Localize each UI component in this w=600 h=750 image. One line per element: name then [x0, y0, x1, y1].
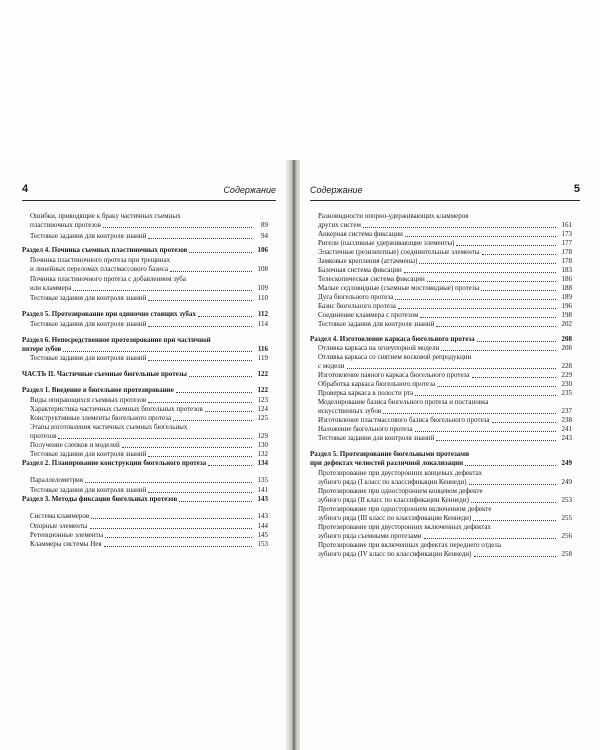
toc-entry [30, 396, 268, 405]
toc-dot-leader [436, 440, 556, 441]
toc-entry [318, 239, 572, 248]
right-header-rule [310, 200, 580, 201]
toc-entry-title: при дефектах челюстей различной локализации [310, 459, 464, 467]
toc-entry [30, 476, 268, 485]
toc-entry-page: 161 [561, 221, 572, 229]
toc-entry-title: зубного ряда (IV класс по классификации Кеннеди) [318, 550, 472, 558]
toc-entry [318, 541, 572, 550]
toc-entry-title: или кламмера [30, 284, 72, 292]
right-page [300, 160, 600, 750]
toc-dot-leader [103, 227, 252, 228]
toc-dot-leader [148, 300, 252, 301]
toc-entry-title: Моделирование базиса бюгельного протеза и постановка [318, 398, 489, 406]
toc-entry [30, 232, 268, 241]
toc-entry-title: Обработка каркаса бюгельного протеза [318, 380, 436, 388]
toc-entry-page: 243 [561, 434, 572, 442]
left-header-title: Содержание [223, 185, 276, 195]
toc-entry-page: 114 [257, 320, 268, 328]
toc-entry-page: 94 [261, 232, 268, 240]
toc-entry [30, 423, 268, 432]
toc-dot-leader [472, 377, 556, 378]
toc-entry [30, 320, 268, 329]
toc-entry [22, 345, 268, 354]
toc-entry-title: Малые седловидные (съемные мостовидные) протезы [318, 284, 480, 292]
toc-entry-page: 208 [561, 335, 572, 343]
toc-entry [30, 256, 268, 265]
toc-dot-leader [205, 411, 252, 412]
toc-entry [318, 302, 572, 311]
toc-entry-title: Замковые крепления (аттачмены) [318, 257, 418, 265]
toc-entry-title: Раздел 4. Изготовление каркаса бюгельного протеза [310, 335, 475, 343]
toc-dot-leader [170, 271, 252, 272]
toc-entry-page: 129 [257, 432, 268, 440]
toc-entry-title: Тестовые задания для контроля знаний [30, 320, 147, 328]
toc-entry [318, 311, 572, 320]
toc-entry [318, 230, 572, 239]
toc-entry-title: Система кламмеров [30, 512, 90, 520]
toc-entry-page: 89 [261, 221, 268, 229]
toc-dot-leader [105, 537, 252, 538]
toc-entry [318, 257, 572, 266]
toc-entry [318, 416, 572, 425]
toc-entry [318, 362, 572, 371]
toc-entry-title: Телескопическая система фиксации [318, 275, 425, 283]
toc-entry-title: Раздел 4. Починка съемных пластиночных протезов [22, 246, 188, 254]
toc-entry [310, 450, 572, 459]
toc-entry-title: Раздел 3. Методы фиксации бюгельных протезов [22, 495, 178, 503]
toc-dot-leader [63, 351, 252, 352]
toc-entry-title: Тестовые задания для контроля знаний [30, 294, 147, 302]
toc-dot-leader [474, 556, 556, 557]
toc-entry-page: 230 [561, 380, 572, 388]
toc-entry-title: Виды опирающихся съемных протезов [30, 396, 147, 404]
toc-dot-leader [85, 482, 252, 483]
toc-entry [318, 532, 572, 541]
toc-entry-page: 196 [561, 302, 572, 310]
toc-entry [318, 505, 572, 514]
toc-entry [318, 514, 572, 523]
toc-dot-leader [415, 395, 556, 396]
toc-entry [318, 496, 572, 505]
left-running-head [22, 185, 276, 199]
toc-dot-leader [477, 341, 556, 342]
toc-entry [30, 265, 268, 274]
toc-entry-page: 143 [257, 495, 268, 503]
toc-entry-page: 173 [561, 230, 572, 238]
toc-entry-title: Эластичные (резилентные) соединительные элементы [318, 248, 480, 256]
toc-entry-title: Конструктивные элементы бюгельного протеза [30, 414, 172, 422]
right-running-head [310, 185, 580, 199]
toc-dot-leader [189, 376, 252, 377]
toc-entry [30, 275, 268, 284]
toc-entry-page: 235 [561, 389, 572, 397]
toc-dot-leader [347, 368, 557, 369]
toc-entry [22, 310, 268, 319]
toc-entry-page: 119 [257, 354, 268, 362]
toc-dot-leader [189, 252, 252, 253]
toc-entry-title: Получение слепков и моделей [30, 441, 120, 449]
toc-entry-title: Отливка каркаса со снятием восковой репродукции [318, 353, 472, 361]
toc-entry [22, 459, 268, 468]
toc-entry [30, 354, 268, 363]
toc-dot-leader [363, 227, 556, 228]
toc-entry-title: Раздел 6. Непосредственное протезирование при частичной [22, 336, 211, 344]
toc-entry-title: Кламмеры системы Нея [30, 540, 102, 548]
toc-dot-leader [173, 420, 252, 421]
toc-dot-leader [148, 492, 252, 493]
toc-entry-title: зубного ряда (III класс по классификации Кеннеди) [318, 514, 472, 522]
toc-entry-page: 177 [561, 239, 572, 247]
toc-entry-title: Отливка каркаса на огнеупорной модели [318, 344, 440, 352]
toc-dot-leader [481, 290, 556, 291]
toc-entry-page: 110 [257, 294, 268, 302]
right-header-title: Содержание [310, 185, 363, 195]
toc-entry-page: 258 [561, 550, 572, 558]
toc-entry-title: Тестовые задания для контроля знаний [30, 486, 147, 494]
toc-entry [318, 320, 572, 329]
toc-entry-page: 122 [257, 386, 268, 394]
toc-entry-page: 141 [257, 486, 268, 494]
toc-entry-page: 108 [257, 265, 268, 273]
toc-entry-page: 135 [257, 476, 268, 484]
toc-entry-page: 143 [257, 512, 268, 520]
toc-dot-leader [436, 326, 556, 327]
toc-entry-title: Протезирование при двусторонних концевых дефектах [318, 469, 483, 477]
toc-entry-page: 153 [257, 540, 268, 548]
toc-entry-title: Тестовые задания для контроля знаний [30, 354, 147, 362]
toc-entry-title: Протезирование при включенных дефектах переднего отдела [318, 541, 501, 549]
toc-dot-leader [148, 402, 252, 403]
toc-entry-page: 130 [257, 441, 268, 449]
toc-entry [318, 434, 572, 443]
toc-entry [318, 371, 572, 380]
toc-entry-page: 253 [561, 496, 572, 504]
toc-dot-leader [419, 263, 556, 264]
toc-dot-leader [148, 238, 252, 239]
left-page-number: 4 [22, 183, 29, 195]
toc-entry-page: 237 [561, 407, 572, 415]
toc-entry-title: Изготовление паяного каркаса бюгельного протеза [318, 371, 470, 379]
toc-entry-page: 189 [561, 293, 572, 301]
toc-dot-leader [395, 299, 556, 300]
toc-entry [318, 266, 572, 275]
toc-entry-page: 229 [561, 371, 572, 379]
toc-entry [318, 293, 572, 302]
toc-entry-page: 123 [257, 396, 268, 404]
toc-entry-title: Ретенционные элементы [30, 531, 104, 539]
toc-entry [318, 248, 572, 257]
toc-entry [318, 523, 572, 532]
left-header-rule [22, 200, 276, 201]
toc-entry-title: Изготовление пластмассового базиса бюгельного протеза [318, 416, 490, 424]
toc-entry-page: 208 [561, 344, 572, 352]
toc-dot-leader [415, 431, 556, 432]
toc-entry-title: Соединение кламмера с протезом [318, 311, 419, 319]
toc-entry-title: других систем [318, 221, 361, 229]
toc-entry-title: потере зубов [22, 345, 62, 353]
toc-entry [318, 389, 572, 398]
toc-entry [30, 432, 268, 441]
toc-entry [318, 212, 572, 221]
toc-entry-title: Тестовые задания для контроля знаний [318, 320, 435, 328]
toc-entry [310, 335, 572, 344]
toc-dot-leader [176, 392, 252, 393]
toc-entry [22, 370, 268, 379]
toc-dot-leader [465, 465, 556, 466]
toc-entry [30, 284, 268, 293]
toc-dot-leader [198, 316, 252, 317]
toc-entry [318, 425, 572, 434]
toc-entry-page: 109 [257, 284, 268, 292]
toc-entry-title: Дуга бюгельного протеза [318, 293, 394, 301]
toc-entry-title: Тестовые задания для контроля знаний [318, 434, 435, 442]
toc-dot-leader [148, 326, 252, 327]
toc-entry-page: 145 [257, 531, 268, 539]
toc-dot-leader [208, 465, 252, 466]
toc-entry-title: Починка пластиночного протеза с добавлением зуба [30, 275, 186, 283]
toc-entry-title: Раздел 5. Протезирование бюгельными протезами [310, 450, 470, 458]
toc-entry [30, 486, 268, 495]
toc-entry-page: 249 [561, 459, 572, 467]
toc-entry [318, 398, 572, 407]
toc-entry-page: 134 [257, 459, 268, 467]
toc-entry [30, 414, 268, 423]
toc-entry [318, 275, 572, 284]
toc-entry [30, 294, 268, 303]
toc-entry-page: 183 [561, 266, 572, 274]
toc-entry [22, 246, 268, 255]
toc-entry-title: Тестовые задания для контроля знаний [30, 232, 147, 240]
toc-entry [22, 386, 268, 395]
toc-entry-page: 178 [561, 257, 572, 265]
toc-entry-page: 132 [257, 450, 268, 458]
toc-entry-page: 198 [561, 311, 572, 319]
toc-entry-title: искусственных зубов [318, 407, 382, 415]
toc-entry-title: Протезирование при двусторонних включенных дефектах [318, 523, 492, 531]
toc-entry-title: пластиночных протезов [30, 221, 101, 229]
toc-entry [318, 478, 572, 487]
toc-entry-title: Раздел 2. Планирование конструкции бюгельного протеза [22, 459, 207, 467]
toc-entry-page: 249 [561, 478, 572, 486]
toc-dot-leader [122, 447, 252, 448]
toc-entry-title: Анкерная система фиксации [318, 230, 403, 238]
toc-dot-leader [405, 236, 556, 237]
toc-entry-page: 202 [561, 320, 572, 328]
toc-entry [22, 495, 268, 504]
toc-dot-leader [148, 360, 252, 361]
toc-entry-title: Раздел 1. Введение в бюгельное протезирование [22, 386, 174, 394]
toc-entry-title: Протезирование при одностороннем включенном дефекте [318, 505, 492, 513]
toc-dot-leader [437, 386, 556, 387]
toc-entry [30, 531, 268, 540]
toc-entry [30, 405, 268, 414]
toc-entry-title: Раздел 5. Протезирование при одиночно стоящих зубах [22, 310, 196, 318]
toc-entry-page: 124 [257, 405, 268, 413]
toc-entry [30, 512, 268, 521]
toc-entry-page: 178 [561, 248, 572, 256]
toc-entry-title: Этапы изготовления частичных съемных бюгельных [30, 423, 188, 431]
toc-entry-title: Ошибки, приводящие к браку частичных съемных [30, 212, 181, 220]
toc-entry [318, 353, 572, 362]
toc-entry [22, 336, 268, 345]
toc-dot-leader [383, 413, 556, 414]
toc-entry [318, 487, 572, 496]
toc-dot-leader [90, 528, 252, 529]
toc-dot-leader [404, 272, 556, 273]
toc-entry-page: 255 [561, 514, 572, 522]
toc-entry-page: 256 [561, 532, 572, 540]
toc-entry-title: зубного ряда съемными протезами [318, 532, 422, 540]
toc-entry-page: 106 [257, 246, 268, 254]
toc-entry [310, 459, 572, 468]
toc-dot-leader [73, 290, 252, 291]
toc-dot-leader [179, 501, 252, 502]
toc-entry [30, 212, 268, 221]
toc-dot-leader [482, 254, 556, 255]
toc-entry-title: Протезирование при одностороннем концевом дефекте [318, 487, 483, 495]
toc-entry [30, 540, 268, 549]
toc-entry-title: и линейных переломах пластмассового базиса [30, 265, 168, 273]
left-page [0, 160, 290, 750]
toc-dot-leader [492, 422, 556, 423]
toc-dot-leader [424, 538, 556, 539]
toc-dot-leader [471, 502, 556, 503]
toc-entry-page: 144 [257, 522, 268, 530]
toc-entry-title: Починка пластиночного протеза при трещинах [30, 256, 171, 264]
toc-entry-title: Разновидности опорно-удерживающих кламмеров [318, 212, 469, 220]
toc-entry-title: Ригели (пассивные удерживающие элементы) [318, 239, 455, 247]
toc-entry-title: с модели [318, 362, 345, 370]
toc-dot-leader [427, 281, 556, 282]
toc-entry [30, 441, 268, 450]
toc-dot-leader [469, 484, 556, 485]
toc-dot-leader [91, 518, 252, 519]
toc-entry-page: 122 [257, 370, 268, 378]
toc-entry-title: зубного ряда (II класс по классификации Кеннеди) [318, 496, 469, 504]
toc-entry [318, 221, 572, 230]
toc-dot-leader [398, 308, 556, 309]
toc-entry [318, 407, 572, 416]
toc-entry [318, 284, 572, 293]
toc-entry-title: Наложение бюгельного протеза [318, 425, 413, 433]
toc-dot-leader [420, 317, 556, 318]
toc-entry-title: Тестовые задания для контроля знаний [30, 450, 147, 458]
toc-entry-page: 228 [561, 362, 572, 370]
toc-entry-title: протезов [30, 432, 57, 440]
toc-entry [318, 469, 572, 478]
toc-entry-page: 238 [561, 416, 572, 424]
toc-entry [30, 221, 268, 230]
right-page-number: 5 [573, 183, 580, 195]
toc-entry [30, 450, 268, 459]
toc-entry-page: 116 [257, 345, 268, 353]
toc-dot-leader [148, 456, 252, 457]
toc-entry-title: Проверка каркаса в полости рта [318, 389, 414, 397]
toc-entry-page: 241 [561, 425, 572, 433]
toc-entry-page: 112 [257, 310, 268, 318]
toc-dot-leader [441, 350, 556, 351]
toc-entry [30, 522, 268, 531]
toc-entry-page: 186 [561, 275, 572, 283]
toc-entry-page: 188 [561, 284, 572, 292]
toc-entry-title: ЧАСТЬ II. Частичные съемные бюгельные протезы [22, 370, 188, 378]
toc-entry-title: зубного ряда (I класс по классификации Кеннеди) [318, 478, 467, 486]
toc-entry [318, 550, 572, 559]
toc-entry-title: Балочная система фиксации [318, 266, 402, 274]
toc-dot-leader [456, 245, 556, 246]
toc-dot-leader [473, 520, 556, 521]
toc-entry-page: 125 [257, 414, 268, 422]
toc-dot-leader [58, 438, 252, 439]
toc-dot-leader [104, 546, 252, 547]
toc-entry [318, 344, 572, 353]
toc-entry-title: Базис бюгельного протеза [318, 302, 396, 310]
toc-entry-title: Опорные элементы [30, 522, 88, 530]
toc-entry [318, 380, 572, 389]
toc-entry-title: Характеристика частичных съемных бюгельных протезов [30, 405, 203, 413]
toc-entry-title: Параллелометрия [30, 476, 83, 484]
